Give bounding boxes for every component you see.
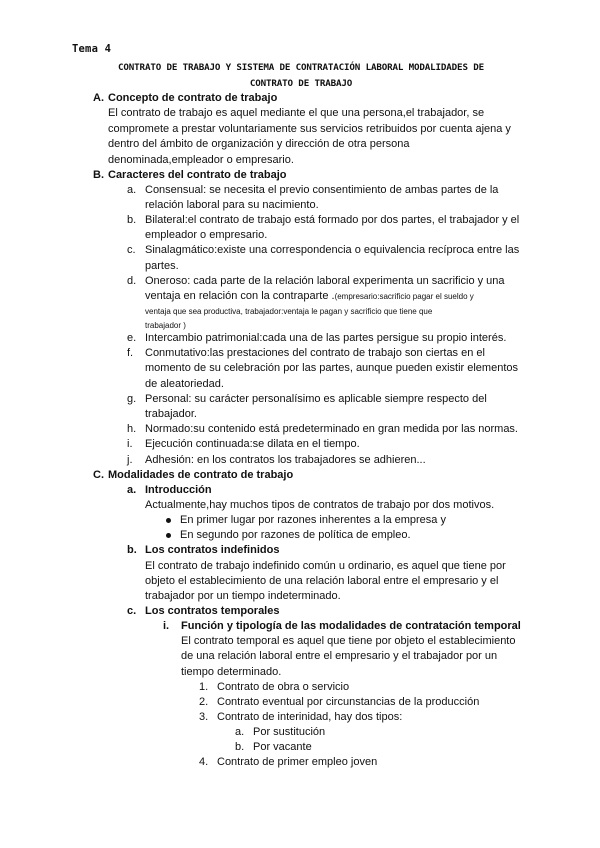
list-item-line: Consensual: se necesita el previo consentimiento de ambas partes de la	[145, 184, 499, 196]
lettered-item: Por sustitución	[253, 726, 326, 738]
list-marker: i.	[127, 438, 133, 450]
list-marker: b.	[127, 214, 137, 226]
numbered-item: Contrato de obra o servicio	[217, 681, 350, 693]
list-item-line: Bilateral:el contrato de trabajo está formado por dos partes, el trabajador y el	[145, 214, 520, 226]
paragraph-line: El contrato de trabajo indefinido común u ordinario, es aquel que tiene por	[145, 560, 506, 572]
list-marker: e.	[127, 332, 137, 344]
list-marker: f.	[127, 347, 134, 359]
bullet-item: En primer lugar por razones inherentes a la empresa y	[180, 514, 446, 526]
list-item-line: Conmutativo:las prestaciones del contrato de trabajo son ciertas en el	[145, 347, 485, 359]
subsection-marker: b.	[127, 544, 137, 556]
list-item-line: de aleatoriedad.	[145, 378, 224, 390]
paragraph-line: objeto el establecimiento de una relación laboral entre el empresario y el	[145, 575, 499, 587]
subsubsection-heading: Función y tipología de las modalidades de contratación temporal	[181, 620, 521, 632]
numbered-marker: 4.	[199, 756, 209, 768]
bullet-dot	[166, 533, 171, 538]
lettered-item: Por vacante	[253, 741, 312, 753]
list-item-line: trabajador.	[145, 408, 197, 420]
list-item-line: Personal: su carácter personalísimo es aplicable siempre respecto del	[145, 393, 487, 405]
small-note: (empresario:sacrificio pagar el sueldo y	[334, 292, 474, 301]
paragraph-line: dentro del ámbito de organización y dirección de otra persona	[108, 138, 410, 150]
numbered-marker: 2.	[199, 696, 209, 708]
numbered-item: Contrato de primer empleo joven	[217, 756, 378, 768]
list-item-text: ventaja en relación con la contraparte .	[145, 290, 335, 302]
paragraph-line: El contrato temporal es aquel que tiene por objeto el establecimiento	[181, 635, 516, 647]
section-marker: C.	[93, 469, 104, 481]
subsubsection-marker: i.	[163, 620, 170, 632]
list-item-line: empleador o empresario.	[145, 229, 268, 241]
list-item-line: Normado:su contenido está predeterminado en gran medida por las normas.	[145, 423, 518, 435]
list-marker: c.	[127, 244, 136, 256]
paragraph-line: Actualmente,hay muchos tipos de contratos de trabajo por dos motivos.	[145, 499, 495, 511]
section-marker: B.	[93, 169, 104, 181]
list-item-line	[145, 289, 474, 305]
list-marker: g.	[127, 393, 137, 405]
list-item-line: relación laboral para su nacimiento.	[145, 199, 319, 211]
paragraph-line: compromete a prestar voluntariamente sus servicios retribuidos por cuenta ajena y	[108, 123, 511, 135]
list-item-line: Ejecución continuada:se dilata en el tiempo.	[145, 438, 360, 450]
bullet-dot	[166, 518, 171, 523]
topic-label: Tema 4	[72, 43, 112, 55]
paragraph-line: tiempo determinado.	[181, 666, 282, 678]
section-heading: Concepto de contrato de trabajo	[108, 92, 278, 104]
list-marker: j.	[127, 454, 133, 466]
numbered-item: Contrato eventual por circunstancias de la producción	[217, 696, 480, 708]
subsection-heading: Los contratos temporales	[145, 605, 280, 617]
paragraph-line: El contrato de trabajo es aquel mediante el que una persona,el trabajador, se	[108, 107, 485, 119]
small-note: ventaja que sea productiva, trabajador:ventaja le pagan y sacrificio que tiene que	[145, 307, 433, 316]
lettered-marker: a.	[235, 726, 245, 738]
paragraph-line: denominada,empleador o empresario.	[108, 154, 294, 166]
list-marker: d.	[127, 275, 137, 287]
list-item-line: Intercambio patrimonial:cada una de las partes persigue su propio interés.	[145, 332, 507, 344]
numbered-marker: 3.	[199, 711, 209, 723]
list-item-line: Oneroso: cada parte de la relación laboral experimenta un sacrificio y una	[145, 275, 505, 287]
list-item-line: partes.	[145, 260, 179, 272]
section-marker: A.	[93, 92, 104, 104]
numbered-item: Contrato de interinidad, hay dos tipos:	[217, 711, 403, 723]
title-line: CONTRATO DE TRABAJO Y SISTEMA DE CONTRATACIÓN LABORAL MODALIDADES DE	[118, 62, 484, 73]
subsection-heading: Los contratos indefinidos	[145, 544, 280, 556]
list-marker: a.	[127, 184, 137, 196]
paragraph-line: de una relación laboral entre el empresario y el trabajador por un	[181, 650, 498, 662]
subsection-heading: Introducción	[145, 484, 212, 496]
subsection-marker: a.	[127, 484, 137, 496]
document-title	[75, 60, 527, 92]
list-item-line: Sinalagmático:existe una correspondencia o equivalencia recíproca entre las	[145, 244, 520, 256]
section-heading: Caracteres del contrato de trabajo	[108, 169, 287, 181]
small-note: trabajador )	[145, 321, 186, 330]
list-marker: h.	[127, 423, 137, 435]
bullet-item: En segundo por razones de política de empleo.	[180, 529, 411, 541]
numbered-marker: 1.	[199, 681, 209, 693]
paragraph-line: trabajador por un tiempo indeterminado.	[145, 590, 341, 602]
subsection-marker: c.	[127, 605, 137, 617]
title-line: CONTRATO DE TRABAJO	[249, 78, 353, 89]
list-item-line: Adhesión: en los contratos los trabajadores se adhieren...	[145, 454, 426, 466]
section-heading: Modalidades de contrato de trabajo	[108, 469, 294, 481]
list-item-line: momento de su celebración por las partes, aunque pueden existir elementos	[145, 362, 519, 374]
lettered-marker: b.	[235, 741, 245, 753]
